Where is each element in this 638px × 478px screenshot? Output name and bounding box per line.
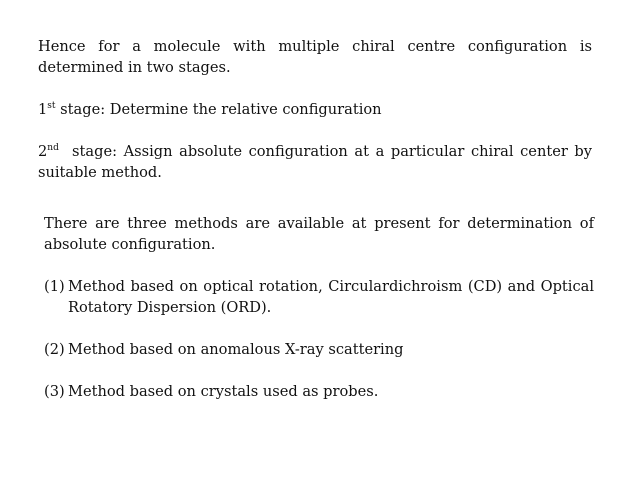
list-item [44,276,594,318]
stage-2-line [38,141,597,183]
stage-1-line [38,99,592,120]
list-item-number: (2) [44,341,65,358]
list-item [44,381,594,402]
methods-intro: There are three methods are available at present for determination of absolute configuration. [44,215,594,253]
stage-2-text: stage: Assign absolute configuration at a particular chiral center by suitable method. [38,143,597,181]
stages-section [38,36,597,183]
stage-2-superscript: nd [47,143,59,153]
stage-1-number: 1 [38,101,48,118]
list-item [44,339,594,360]
list-item-text: Method based on optical rotation, Circulardichroism (CD) and Optical Rotatory Dispersion (ORD). [68,278,594,316]
stage-1-text: stage: Determine the relative configuration [55,101,382,118]
stage-2-number: 2 [38,143,48,160]
stage-1-superscript: st [47,101,56,111]
intro-paragraph: Hence for a molecule with multiple chiral centre configuration is determined in two stages. [38,38,592,76]
list-item-text: Method based on anomalous X-ray scattering [68,341,404,358]
list-item-number: (1) [44,278,65,295]
list-item-text: Method based on crystals used as probes. [68,383,379,400]
methods-section [44,213,594,402]
list-item-number: (3) [44,383,65,400]
